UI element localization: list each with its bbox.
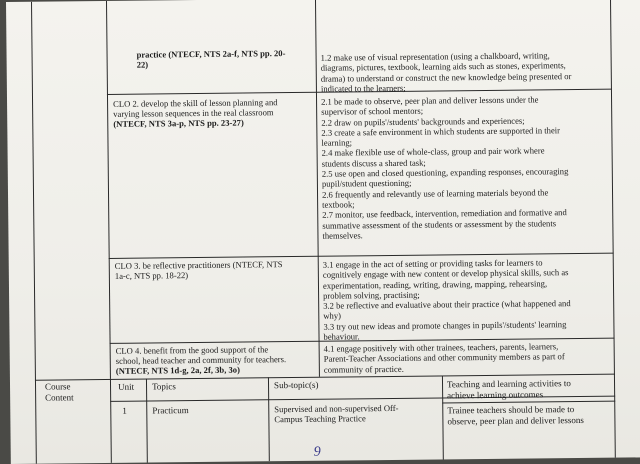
clo4-objective: CLO 4. benefit from the good support of the school, head teacher and community for teachers. [115, 344, 287, 367]
table-border-col-topics [146, 379, 148, 463]
header-activities: Teaching and learning activities to achieve learning outcomes [446, 378, 571, 401]
clo2-reference: (NTECF, NTS 3a-p, NTS pp. 23-27) [113, 117, 244, 129]
header-unit: Unit [117, 381, 135, 392]
clo3-objective: CLO 3. be reflective practitioners (NTECF, NTS 1a-c, NTS pp. 18-22) [114, 259, 283, 282]
header-subtopics: Sub-topic(s) [273, 379, 319, 391]
table-border-col-outcomes [315, 0, 320, 377]
header-topics: Topics [151, 381, 176, 392]
clo1-reference: practice (NTECF, NTS 2a-f, NTS pp. 20- 22) [136, 48, 286, 70]
row1-activity: Trainee teachers should be made to observe, peer plan and deliver lessons [447, 404, 584, 427]
document-page [6, 0, 640, 464]
clo3-outcomes: 3.1 engage in the act of setting or providing tasks for learners to cognitively engage with new content or develop physical skills, such as experimentation, reading, writing, drawing, mapping, rehearsing, problem solving, practising; 3.2 be reflective and evaluative about their practice (what happened and why) 3.3 try out new ideas and promote changes in pupils'/students' learning behaviour. [322, 257, 571, 342]
table-border-col-subtopics [268, 377, 270, 461]
page-number: 9 [313, 444, 321, 460]
clo2-outcomes: 2.1 be made to observe, peer plan and deliver lessons under the supervisor of school mentors; 2.2 draw on pupils'/students' backgrounds and experiences; 2.3 create a safe environment in which students are supported in their learning; 2.4 make flexible use of whole-class, group and pair work where students discuss a shared task; 2.5 use open and closed questioning, expanding responses, encouraging pupil/student questioning; 2.6 frequently and relevantly use of learning materials beyond the textbook; 2.7 monitor, use feedback, intervention, remediation and formative and summative assessment of the students or assessment by the students themselves. [321, 94, 569, 241]
clo4-reference: (NTECF, NTS 1d-g, 2a, 2f, 3b, 3o) [115, 364, 240, 376]
table-border-left [31, 2, 37, 464]
course-content-label: Course Content [44, 381, 74, 403]
clo4-outcome: 4.1 engage positively with other trainees, teachers, parents, learners, Parent-Teacher Associations and other community members as part of community of practice. [323, 341, 565, 375]
table-border-col-activities [442, 375, 444, 459]
table-border-col-unit [110, 379, 112, 463]
row1-unit: 1 [122, 405, 127, 416]
row1-subtopic: Supervised and non-supervised Off- Campus Teaching Practice [274, 402, 399, 425]
table-rule-header [110, 397, 442, 401]
table-border-col-objectives [106, 1, 111, 379]
row1-topic: Practicum [152, 405, 189, 416]
clo2-objective: CLO 2. develop the skill of lesson planning and varying lesson sequences in the real classroom [113, 97, 278, 120]
clo1-outcome: 1.2 make use of visual representation (using a chalkboard, writing, diagrams, pictures, textbook, learning aids such as stones, experiments, drama) to understand or construct the new knowledge being presented or indicated to the learners; [320, 50, 572, 94]
